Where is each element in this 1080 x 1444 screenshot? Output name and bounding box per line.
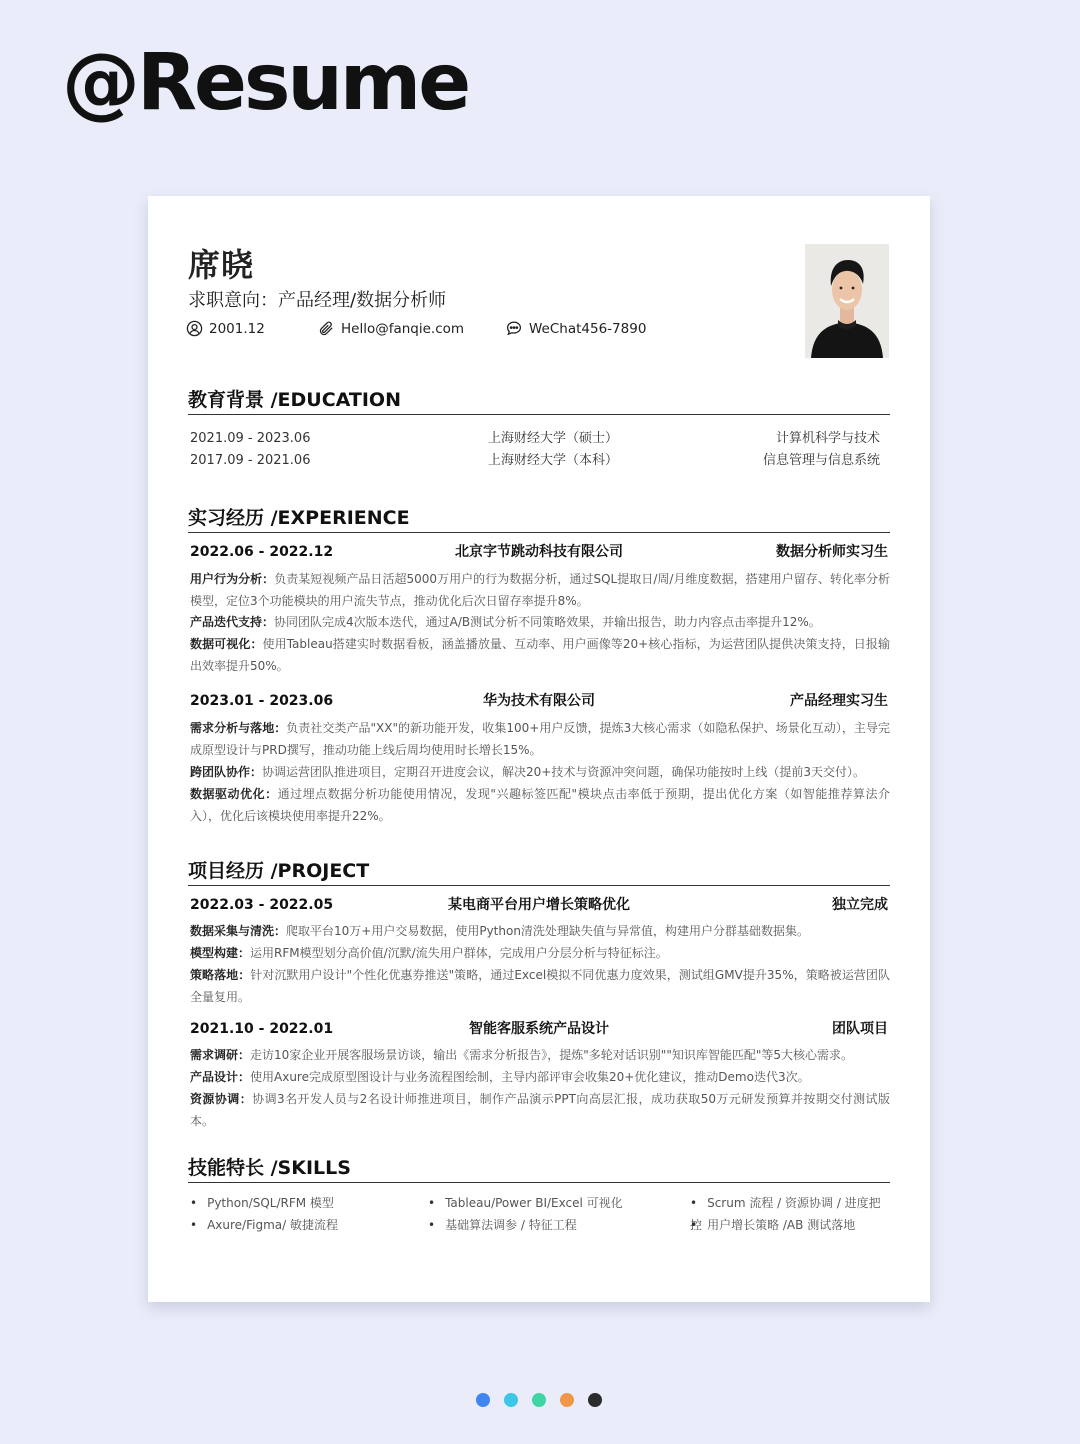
chat-icon <box>505 320 523 337</box>
pager-dots <box>476 1393 616 1407</box>
section-experience-title: 实习经历 /EXPERIENCE <box>188 506 890 533</box>
bullet-key: 产品设计： <box>190 1070 251 1084</box>
job-bullet <box>190 568 890 612</box>
user-icon <box>186 320 203 337</box>
avatar <box>805 244 889 358</box>
bullet-key: 模型构建： <box>190 946 251 960</box>
job-org: 北京字节跳动科技有限公司 <box>455 544 623 560</box>
project-date: 2021.10 - 2022.01 <box>190 1021 334 1037</box>
job-date: 2023.01 - 2023.06 <box>190 693 334 709</box>
bullet-key: 数据驱动优化： <box>190 787 278 801</box>
education-school: 上海财经大学（硕士） <box>488 431 619 446</box>
education-date: 2021.09 - 2023.06 <box>190 431 311 446</box>
bullet-key: 需求分析与落地： <box>190 721 287 735</box>
section-project-title: 项目经历 /PROJECT <box>188 859 890 886</box>
bullet-key: 策略落地： <box>190 968 251 982</box>
job-bullet <box>190 761 890 783</box>
bullet-key: 用户行为分析： <box>190 572 275 586</box>
bullet-text: 协同团队完成4次版本迭代，通过A/B测试分析不同策略效果，并输出报告，助力内容点击率提升12%。 <box>274 615 821 629</box>
job-org: 华为技术有限公司 <box>483 693 595 709</box>
bullet-text: 通过埋点数据分析功能使用情况，发现"兴趣标签匹配"模块点击率低于预期，提出优化方案（如智能推荐算法介入），优化后该模块使用率提升22%。 <box>190 787 890 823</box>
contact-email <box>318 320 464 337</box>
contact-wechat <box>505 320 646 337</box>
section-education-title: 教育背景 /EDUCATION <box>188 388 890 415</box>
bullet-text: 爬取平台10万+用户交易数据，使用Python清洗处理缺失值与异常值，构建用户分群基础数据集。 <box>286 924 809 938</box>
birth-date: 2001.12 <box>209 320 265 337</box>
resume-sheet <box>148 196 930 1302</box>
section-skills-title: 技能特长 /SKILLS <box>188 1156 890 1183</box>
project-bullet <box>190 942 890 964</box>
bullet-key: 产品迭代支持： <box>190 615 275 629</box>
pager-dot[interactable] <box>504 1393 518 1407</box>
skill-item: • Axure/Figma/ 敏捷流程 <box>190 1214 338 1236</box>
project-role: 团队项目 <box>832 1021 888 1037</box>
project-date: 2022.03 - 2022.05 <box>190 897 334 913</box>
candidate-name: 席晓 <box>188 246 255 284</box>
project-role: 独立完成 <box>832 897 888 913</box>
job-date: 2022.06 - 2022.12 <box>190 544 334 560</box>
project-bullet <box>190 1088 890 1132</box>
bullet-key: 资源协调： <box>190 1092 253 1106</box>
bullet-text: 协调运营团队推进项目，定期召开进度会议，解决20+技术与资源冲突问题，确保功能按时上线（提前3天交付）。 <box>262 765 865 779</box>
bullet-key: 数据可视化： <box>190 637 263 651</box>
project-bullet <box>190 964 890 1008</box>
project-name: 某电商平台用户增长策略优化 <box>448 897 630 913</box>
bullet-text: 走访10家企业开展客服场景访谈，输出《需求分析报告》，提炼"多轮对话识别""知识库智能匹配"等5大核心需求。 <box>250 1048 854 1062</box>
skill-item: • 基础算法调参 / 特征工程 <box>428 1214 577 1236</box>
job-bullet <box>190 717 890 761</box>
contact-birth <box>186 320 265 337</box>
bullet-text: 使用Tableau搭建实时数据看板，涵盖播放量、互动率、用户画像等20+核心指标，为运营团队提供决策支持，日报输出效率提升50%。 <box>190 637 890 673</box>
bullet-text: 协调3名开发人员与2名设计师推进项目，制作产品演示PPT向高层汇报，成功获取50万元研发预算并按期交付测试版本。 <box>190 1092 890 1128</box>
bullet-key: 跨团队协作： <box>190 765 263 779</box>
education-school: 上海财经大学（本科） <box>488 453 619 468</box>
skill-item: • Scrum 流程 / 资源协调 / 进度把控 <box>690 1192 890 1236</box>
skill-item: • 用户增长策略 /AB 测试落地 <box>690 1214 855 1236</box>
bullet-key: 需求调研： <box>190 1048 251 1062</box>
skill-item: • Tableau/Power BI/Excel 可视化 <box>428 1192 623 1214</box>
page-title: @Resume <box>62 38 469 128</box>
education-major: 信息管理与信息系统 <box>762 453 880 468</box>
paperclip-icon <box>318 320 335 337</box>
email-text[interactable]: Hello@fanqie.com <box>341 320 465 337</box>
education-date: 2017.09 - 2021.06 <box>190 453 311 468</box>
project-name: 智能客服系统产品设计 <box>469 1021 609 1037</box>
project-bullet <box>190 920 890 942</box>
bullet-text: 使用Axure完成原型图设计与业务流程图绘制，主导内部评审会收集20+优化建议，推动Demo迭代3次。 <box>250 1070 810 1084</box>
bullet-text: 运用RFM模型划分高价值/沉默/流失用户群体，完成用户分层分析与特征标注。 <box>250 946 668 960</box>
bullet-text: 负责某短视频产品日活超5000万用户的行为数据分析，通过SQL提取日/周/月维度数据，搭建用户留存、转化率分析模型，定位3个功能模块的用户流失节点，推动优化后次日留存率提升8%。 <box>190 572 890 608</box>
job-bullet <box>190 633 890 677</box>
job-bullet <box>190 783 890 827</box>
project-bullet <box>190 1044 890 1066</box>
pager-dot[interactable] <box>588 1393 602 1407</box>
education-major: 计算机科学与技术 <box>775 431 880 446</box>
pager-dot[interactable] <box>532 1393 546 1407</box>
job-role: 数据分析师实习生 <box>776 544 888 560</box>
job-role: 产品经理实习生 <box>790 693 888 709</box>
bullet-text: 针对沉默用户设计"个性化优惠券推送"策略，通过Excel模拟不同优惠力度效果，测试组GMV提升35%，策略被运营团队全量复用。 <box>190 968 890 1004</box>
job-bullet <box>190 611 890 633</box>
project-bullet <box>190 1066 890 1088</box>
pager-dot[interactable] <box>476 1393 490 1407</box>
pager-dot[interactable] <box>560 1393 574 1407</box>
skill-item: • Python/SQL/RFM 模型 <box>190 1192 334 1214</box>
bullet-text: 负责社交类产品"XX"的新功能开发，收集100+用户反馈，提炼3大核心需求（如隐私保护、场景化互动），主导完成原型设计与PRD撰写，推动功能上线后周均使用时长增长15%。 <box>190 721 890 757</box>
job-intent: 求职意向：产品经理/数据分析师 <box>188 290 447 311</box>
bullet-key: 数据采集与清洗： <box>190 924 287 938</box>
wechat-text: WeChat456-7890 <box>529 320 647 337</box>
